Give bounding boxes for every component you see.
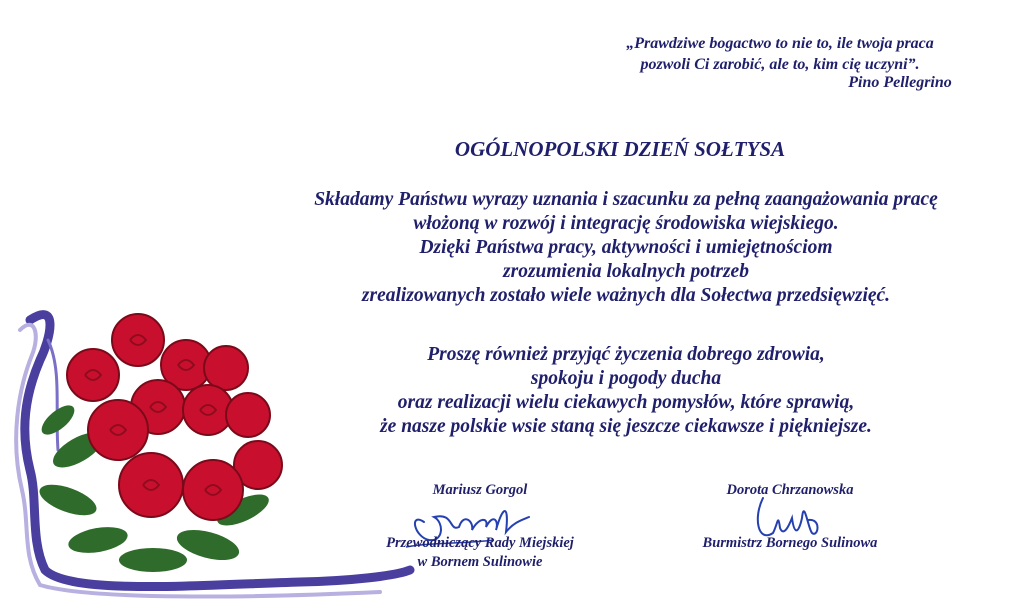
signatory-right-role xyxy=(650,534,930,553)
signatory-left-role xyxy=(340,534,620,572)
rose xyxy=(112,314,164,366)
role-line: w Bornem Sulinowie xyxy=(417,554,543,570)
page-title: OGÓLNOPOLSKI DZIEŃ SOŁTYSA xyxy=(454,137,786,161)
paragraph-line: że nasze polskie wsie staną się jeszcze ciekawsze i piękniejsze. xyxy=(380,416,872,437)
paragraph-line: Proszę również przyjąć życzenia dobrego zdrowia, xyxy=(427,344,825,365)
rose xyxy=(183,460,243,520)
paragraph-wishes xyxy=(226,343,1024,439)
signatory-right-name: Dorota Chrzanowska xyxy=(726,482,854,498)
paragraph-line: spokoju i pogody ducha xyxy=(530,368,722,389)
quote-line-2: pozwoli Ci zarobić, ale to, kim cię uczyni”. xyxy=(640,56,920,73)
paragraph-line: Dzięki Państwa pracy, aktywności i umiejętnościom xyxy=(419,237,833,258)
quote-author: Pino Pellegrino xyxy=(848,74,952,91)
rose xyxy=(88,400,148,460)
signatory-left-name: Mariusz Gorgol xyxy=(432,482,528,498)
quote-line-1: „Prawdziwe bogactwo to nie to, ile twoja praca xyxy=(626,35,934,52)
role-line: Burmistrz Bornego Sulinowa xyxy=(702,535,878,551)
paragraph-line: Składamy Państwu wyrazy uznania i szacunku za pełną zaangażowania pracę xyxy=(314,189,938,210)
paragraph-line: oraz realizacji wielu ciekawych pomysłów, które sprawią, xyxy=(397,392,855,413)
rose xyxy=(119,453,183,517)
rose xyxy=(67,349,119,401)
role-line: Przewodniczący Rady Miejskiej xyxy=(386,535,574,551)
paragraph-line: włożoną w rozwój i integrację środowiska wiejskiego. xyxy=(413,213,839,234)
paragraph-line: zrozumienia lokalnych potrzeb xyxy=(503,261,749,282)
quote xyxy=(560,33,1000,75)
paragraph-line: zrealizowanych zostało wiele ważnych dla Sołectwa przedsięwzięć. xyxy=(361,285,891,306)
paragraph-appreciation xyxy=(226,188,1024,308)
